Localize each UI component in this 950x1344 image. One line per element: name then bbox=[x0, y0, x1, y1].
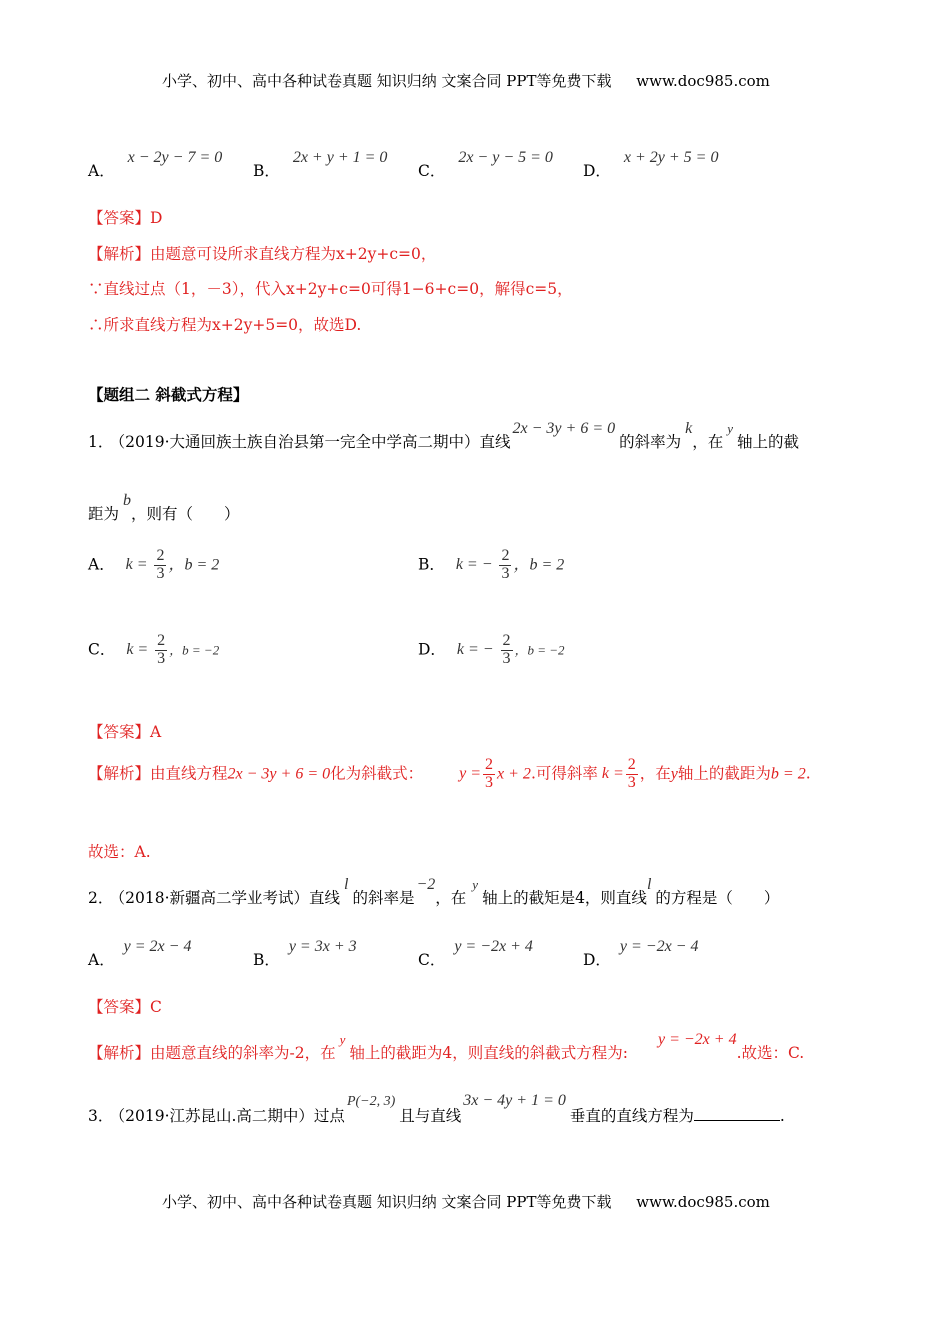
q1-stem-line-1 bbox=[88, 416, 800, 451]
option-label: D． bbox=[583, 951, 611, 969]
analysis-text: 【解析】由直线方程 bbox=[88, 764, 228, 783]
analysis-fraction: $\frac{2}{3}$ bbox=[485, 756, 494, 791]
q1-equation: 2x − 3y + 6 = 0 bbox=[512, 420, 616, 437]
option-label: B． bbox=[253, 162, 280, 180]
analysis-expr: x + 2 bbox=[497, 765, 531, 783]
q1-k: k bbox=[685, 420, 693, 437]
option-expr: 2x − y − 5 = 0 bbox=[458, 149, 553, 166]
analysis-y: y bbox=[339, 1032, 346, 1047]
option-label: A． bbox=[88, 951, 115, 969]
option-k: k = bbox=[126, 641, 149, 659]
q2-line-l: l bbox=[344, 876, 349, 893]
q2-option-b[interactable] bbox=[253, 934, 357, 969]
q1-option-b[interactable] bbox=[418, 548, 564, 583]
option-fraction: $\frac{2}{3}$ bbox=[156, 547, 165, 582]
q2-stem bbox=[88, 872, 780, 907]
page-footer bbox=[162, 1191, 770, 1212]
analysis-text: .可得斜率 bbox=[530, 764, 598, 783]
analysis-y: y = bbox=[459, 765, 482, 783]
option-b: ，b = −2 bbox=[169, 642, 220, 658]
q1-option-d[interactable] bbox=[418, 633, 565, 668]
q2-answer: 【答案】C bbox=[88, 998, 162, 1016]
analysis-text: 【解析】由题意直线的斜率为-2，在 bbox=[88, 1044, 336, 1062]
q1-text-4: 距为 bbox=[88, 505, 120, 523]
q0-option-c[interactable] bbox=[418, 145, 553, 180]
q0-analysis-line-1: 【解析】由题意可设所求直线方程为x+2y+c=0， bbox=[88, 245, 437, 263]
q1-text-1: 的斜率为 bbox=[619, 433, 682, 451]
q2-text-3: 轴上的截矩是4，则直线 bbox=[482, 889, 647, 907]
q2-line-l: l bbox=[646, 876, 652, 893]
option-label: B． bbox=[418, 555, 445, 574]
footer-site[interactable]: www.doc985.com bbox=[636, 1193, 770, 1211]
q2-option-d[interactable] bbox=[583, 934, 699, 969]
option-fraction: $\frac{2}{3}$ bbox=[157, 632, 166, 667]
option-label: D． bbox=[583, 162, 611, 180]
footer-text: 小学、初中、高中各种试卷真题 知识归纳 文案合同 PPT等免费下载 bbox=[162, 1193, 612, 1211]
option-k: k = − bbox=[456, 641, 494, 659]
option-fraction: $\frac{2}{3}$ bbox=[502, 632, 511, 667]
q1-answer: 【答案】A bbox=[88, 723, 162, 741]
q0-option-a[interactable] bbox=[88, 145, 223, 180]
q3-text-3: . bbox=[779, 1107, 785, 1125]
q0-option-d[interactable] bbox=[583, 145, 719, 180]
option-label: B． bbox=[253, 951, 280, 969]
option-label: C． bbox=[418, 162, 446, 180]
option-b: ，b = 2 bbox=[168, 556, 220, 574]
q2-text-1: 的斜率是 bbox=[352, 889, 415, 907]
q1-text-5: ，则有（ ） bbox=[131, 505, 240, 523]
option-expr: x − 2y − 7 = 0 bbox=[127, 149, 223, 166]
q1-source: （2019·大通回族土族自治县第一完全中学高二期中）直线 bbox=[117, 433, 511, 451]
q1-text-3: 轴上的截 bbox=[737, 433, 800, 451]
q3-text-1: 且与直线 bbox=[399, 1107, 462, 1125]
analysis-y-axis: y bbox=[670, 765, 678, 783]
q1-analysis bbox=[88, 757, 811, 792]
page-header bbox=[162, 70, 770, 91]
q2-y: y bbox=[472, 877, 479, 892]
q2-analysis bbox=[88, 1027, 805, 1062]
q2-source: （2018·新疆高二学业考试）直线 bbox=[117, 889, 340, 907]
option-label: D． bbox=[418, 640, 446, 659]
q0-option-b[interactable] bbox=[253, 145, 388, 180]
option-label: C． bbox=[88, 640, 116, 659]
q3-equation: 3x − 4y + 1 = 0 bbox=[463, 1092, 566, 1109]
header-site[interactable]: www.doc985.com bbox=[636, 72, 770, 90]
analysis-text: 轴上的截距为 bbox=[677, 764, 771, 783]
option-expr: x + 2y + 5 = 0 bbox=[623, 149, 719, 166]
option-label: A． bbox=[88, 555, 115, 574]
analysis-b: b = 2 bbox=[770, 765, 806, 783]
q3-answer-blank[interactable] bbox=[694, 1105, 780, 1121]
q2-text-2: ，在 bbox=[435, 889, 467, 907]
q1-y: y bbox=[727, 421, 734, 436]
q1-conclusion: 故选：A. bbox=[88, 843, 151, 861]
section-title: 【题组二 斜截式方程】 bbox=[88, 385, 249, 404]
q0-analysis-line-2: ∵直线过点（1，－3），代入x+2y+c=0可得1−6+c=0，解得c=5， bbox=[88, 280, 573, 298]
option-b: ，b = −2 bbox=[514, 642, 565, 658]
analysis-text: . bbox=[805, 764, 811, 783]
analysis-text: 轴上的截距为4，则直线的斜截式方程为: bbox=[349, 1044, 628, 1062]
analysis-equation: y = −2x + 4 bbox=[657, 1031, 737, 1048]
option-k: k = − bbox=[455, 556, 493, 574]
header-text: 小学、初中、高中各种试卷真题 知识归纳 文案合同 PPT等免费下载 bbox=[162, 72, 612, 90]
analysis-equation: 2x − 3y + 6 = 0 bbox=[227, 765, 331, 783]
analysis-text: 化为斜截式： bbox=[330, 764, 424, 783]
option-b: ，b = 2 bbox=[513, 556, 565, 574]
option-fraction: $\frac{2}{3}$ bbox=[501, 547, 510, 582]
option-expr: y = −2x − 4 bbox=[619, 938, 699, 955]
q1-stem-line-2 bbox=[88, 488, 240, 523]
q0-analysis-line-3: ∴所求直线方程为x+2y+5=0，故选D. bbox=[88, 316, 362, 334]
q2-number: 2． bbox=[88, 889, 114, 907]
option-expr: y = 3x + 3 bbox=[288, 938, 357, 955]
analysis-fraction: $\frac{2}{3}$ bbox=[627, 756, 636, 791]
q2-option-a[interactable] bbox=[88, 934, 192, 969]
q2-option-c[interactable] bbox=[418, 934, 533, 969]
q3-text-2: 垂直的直线方程为 bbox=[569, 1107, 694, 1125]
q1-option-c[interactable] bbox=[88, 633, 219, 668]
q1-number: 1． bbox=[88, 433, 114, 451]
q3-source: （2019·江苏昆山.高二期中）过点 bbox=[117, 1107, 345, 1125]
q1-b: b bbox=[123, 492, 132, 509]
analysis-text: .故选：C. bbox=[736, 1044, 805, 1062]
option-expr: y = 2x − 4 bbox=[123, 938, 192, 955]
q3-stem bbox=[88, 1088, 785, 1125]
option-label: A． bbox=[88, 162, 115, 180]
q1-text-2: ，在 bbox=[692, 433, 724, 451]
option-k: k = bbox=[125, 556, 148, 574]
q1-option-a[interactable] bbox=[88, 548, 219, 583]
q0-answer: 【答案】D bbox=[88, 209, 163, 227]
q2-text-4: 的方程是（ ） bbox=[655, 889, 780, 907]
analysis-text: ，在 bbox=[639, 764, 671, 783]
q3-number: 3． bbox=[88, 1107, 114, 1125]
option-expr: 2x + y + 1 = 0 bbox=[292, 149, 388, 166]
q2-slope: −2 bbox=[416, 876, 436, 893]
option-label: C． bbox=[418, 951, 446, 969]
analysis-k: k = bbox=[601, 765, 624, 783]
option-expr: y = −2x + 4 bbox=[454, 938, 533, 955]
q3-point: P(−2, 3) bbox=[346, 1094, 396, 1109]
